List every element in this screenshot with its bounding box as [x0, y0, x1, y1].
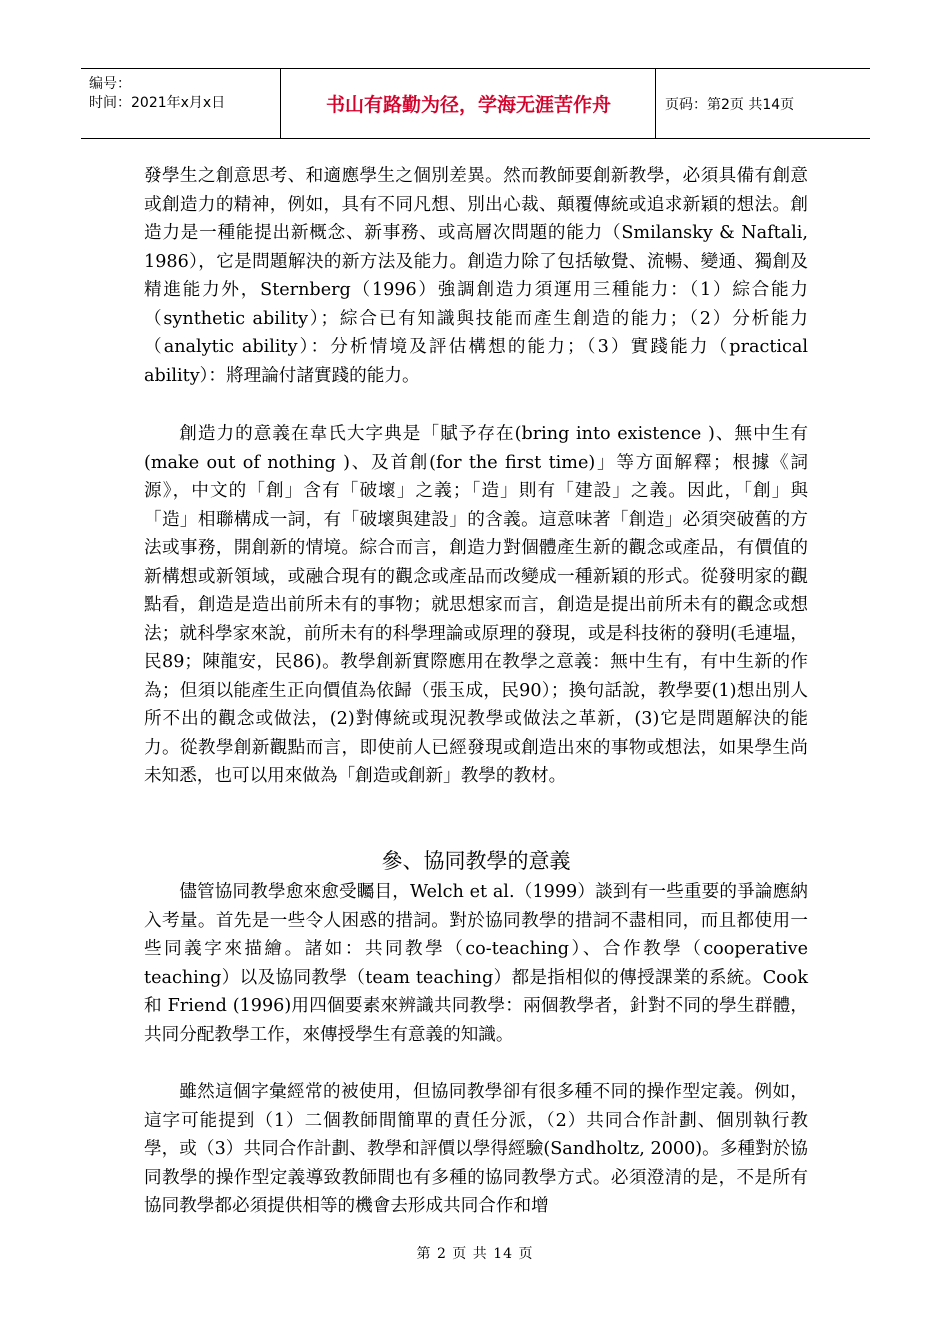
- header-page-info: 页码：第2页 共14页: [665, 96, 795, 113]
- document-number-label: 编号：: [89, 76, 131, 92]
- header-motto: 书山有路勤为径，学海无涯苦作舟: [282, 69, 656, 138]
- page-header: [81, 68, 870, 139]
- document-time-label: 时间：2021年x月x日: [89, 95, 226, 111]
- paragraph-creativity-meaning: 創造力的意義在韋氏大字典是「賦予存在(bring into existence )、無中生有(make out of nothing )、及首創(for the first time)」等方面解釋；根據《詞源》，中文的「創」含有「破壞」之義；「造」則有「建設」之義。因此，「創」與「造」相聯構成一詞，有「破壞與建設」的含義。這意味著「創造」必須突破舊的方法或事務，開創新的情境。綜合而言，創造力對個體產生新的觀念或產品，有價值的新構想或新領域，或融合現有的觀念或產品而改變成一種新穎的形式。從發明家的觀點看，創造是造出前所未有的事物；就思想家而言，創造是提出前所未有的觀念或想法；就科學家來說，前所未有的科學理論或原理的發現，或是科技術的發明(毛連塭，民89；陳龍安，民86)。教學創新實際應用在教學之意義：無中生有，有中生新的作為；但須以能產生正向價值為依歸（張玉成，民90）；換句話說，教學要(1)想出別人所不出的觀念或做法，(2)對傳統或現況教學或做法之革新，(3)它是問題解決的能力。從教學創新觀點而言，即使前人已經發現或創造出來的事物或想法，如果學生尚未知悉，也可以用來做為「創造或創新」教學的教材。: [144, 424, 808, 786]
- paragraph-creativity-definition: 發學生之創意思考、和適應學生之個別差異。然而教師要創新教學，必須具備有創意或創造力的精神，例如，具有不同凡想、別出心裁、顛覆傳統或追求新穎的想法。創造力是一種能提出新概念、新事務、或高層次問題的能力（Smilansky & Naftali, 1986），它是問題解決的新方法及能力。創造力除了包括敏覺、流暢、變通、獨創及精進能力外，Sternberg（1996）強調創造力須運用三種能力：（1）綜合能力（synthetic ability）；綜合已有知識與技能而產生創造的能力；（2）分析能力（analytic ability）：分析情境及評估構想的能力；（3）實踐能力（practical ability）：將理論付諸實踐的能力。: [144, 166, 808, 386]
- paragraph-team-teaching-terms: 儘管協同教學愈來愈受矚目，Welch et al.（1999）談到有一些重要的爭論應納入考量。首先是一些令人困惑的措詞。對於協同教學的措詞不盡相同，而且都使用一些同義字來描繪。諸如：共同教學（co-teaching）、合作教學（cooperative teaching）以及協同教學（team teaching）都是指相似的傳授課業的系統。Cook 和 Friend (1996)用四個要素來辨識共同教學：兩個教學者，針對不同的學生群體，共同分配教學工作，來傳授學生有意義的知識。: [144, 882, 808, 1045]
- section-heading: 參、協同教學的意義: [381, 849, 571, 873]
- paragraph-team-teaching-definitions: 雖然這個字彙經常的被使用，但協同教學卻有很多種不同的操作型定義。例如，這字可能提到（1）二個教師間簡單的責任分派，（2）共同合作計劃、個別執行教學，或（3）共同合作計劃、教學和評價以學得經驗(Sandholtz, 2000)。多種對於協同教學的操作型定義導致教師間也有多種的協同教學方式。必須澄清的是，不是所有協同教學都必須提供相等的機會去形成共同合作和增: [144, 1082, 808, 1216]
- header-meta-cell: [81, 69, 281, 138]
- page-footer: 第 2 页 共 14 页: [416, 1246, 534, 1262]
